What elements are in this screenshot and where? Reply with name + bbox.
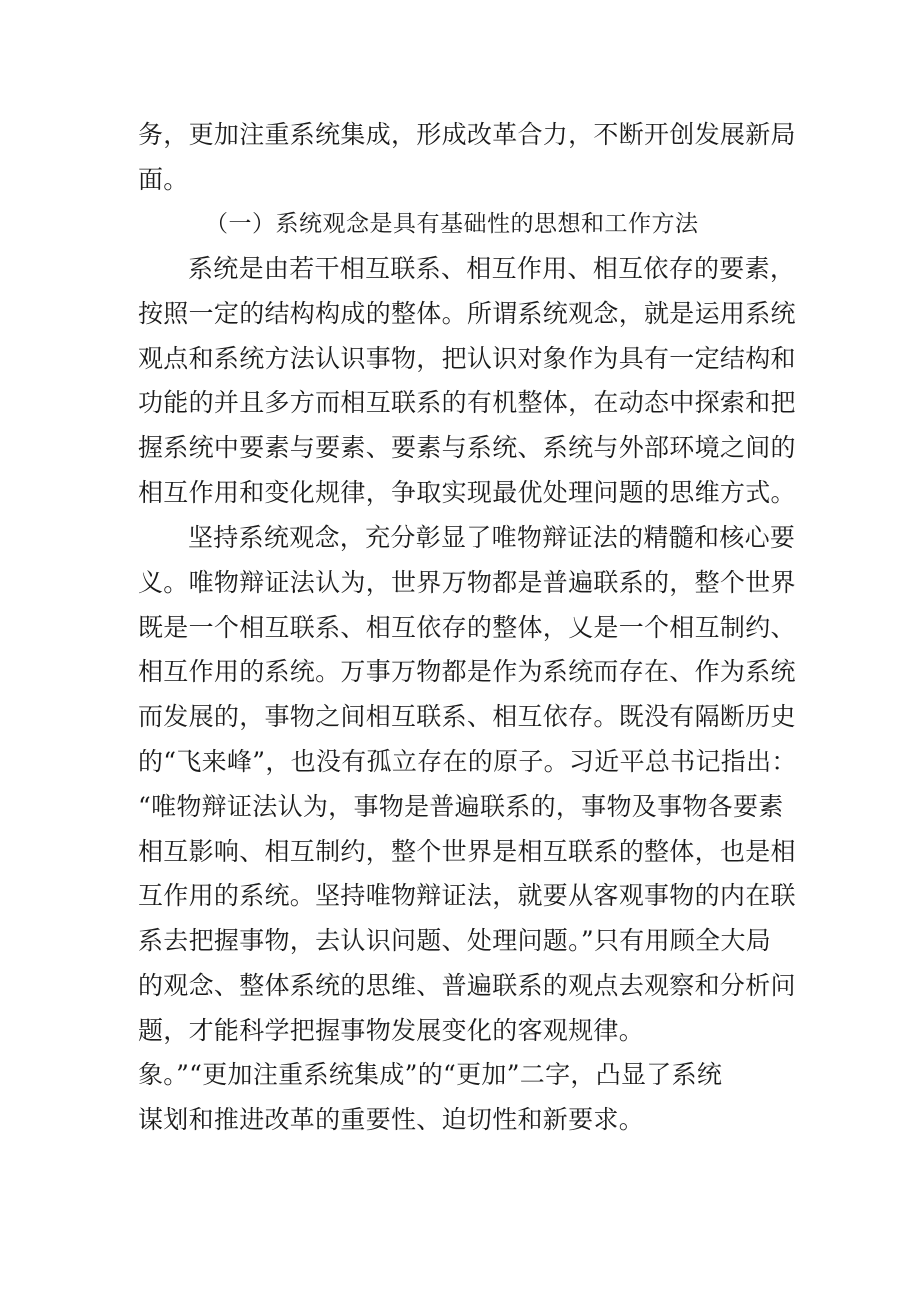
text-line: 面。 bbox=[138, 164, 189, 194]
paragraph-dialectics bbox=[138, 516, 797, 1054]
text-line: 观点和系统方法认识事物，把认识对象作为具有一定结构和 bbox=[138, 343, 796, 373]
text-line: 谋划和推进改革的重要性、迫切性和新要求。 bbox=[138, 1104, 645, 1134]
text-line: 系去把握事物，去认识问题、处理问题。”只有用顾全大局 bbox=[138, 926, 772, 956]
text-line: 务，更加注重系统集成，形成改革合力，不断开创发展新局 bbox=[138, 120, 796, 149]
text-line: 既是一个相互联系、相互依存的整体，乂是一个相互制约、 bbox=[138, 612, 796, 642]
text-line: 相互影响、相互制约，整个世界是相互联系的整体，也是相 bbox=[138, 836, 796, 866]
text-line: 题，才能科学把握事物发展变化的客观规律。 bbox=[138, 1015, 645, 1045]
text-line: 象。”“更加注重系统集成”的“更加”二字，凸显了系统 bbox=[138, 1060, 723, 1089]
text-line: 握系统中要素与要素、要素与系统、系统与外部环境之间的 bbox=[138, 433, 796, 463]
text-line: 的“飞来峰”，也没有孤立存在的原子。习近平总书记指出： bbox=[138, 746, 797, 776]
paragraph-system-definition bbox=[138, 247, 796, 516]
text-line: 相互作用和变化规律，争取实现最优处理问题的思维方式。 bbox=[138, 477, 796, 507]
text-line: 相互作用的系统。万事万物都是作为系统而存在、作为系统 bbox=[138, 657, 796, 687]
text-line: 系统是由若干相互联系、相互作用、相互依存的要素， bbox=[188, 254, 796, 283]
section-heading: （一）系统观念是具有基础性的思想和工作方法 bbox=[205, 211, 699, 237]
text-line: 的观念、整体系统的思维、普遍联系的观点去观察和分析问 bbox=[138, 970, 796, 1000]
paragraph-continuation bbox=[138, 113, 796, 203]
text-line: 按照一定的结构构成的整体。所谓系统观念，就是运用系统 bbox=[138, 298, 796, 328]
text-line: “唯物辩证法认为，事物是普遍联系的，事物及事物各要素 bbox=[138, 791, 784, 821]
text-line: 坚持系统观念，充分彰显了唯物辩证法的精髓和核心要 bbox=[188, 523, 796, 552]
text-line: 而发展的，事物之间相互联系、相互依存。既没有隔断历史 bbox=[138, 702, 796, 732]
text-line: 互作用的系统。坚持唯物辩证法，就要从客观事物的内在联 bbox=[138, 881, 796, 911]
text-line: 义。唯物辩证法认为，世界万物都是普遍联系的，整个世界 bbox=[138, 567, 796, 597]
text-line: 功能的并且多方而相互联系的有机整体，在动态中探索和把 bbox=[138, 388, 796, 418]
paragraph-reform bbox=[138, 1053, 786, 1143]
